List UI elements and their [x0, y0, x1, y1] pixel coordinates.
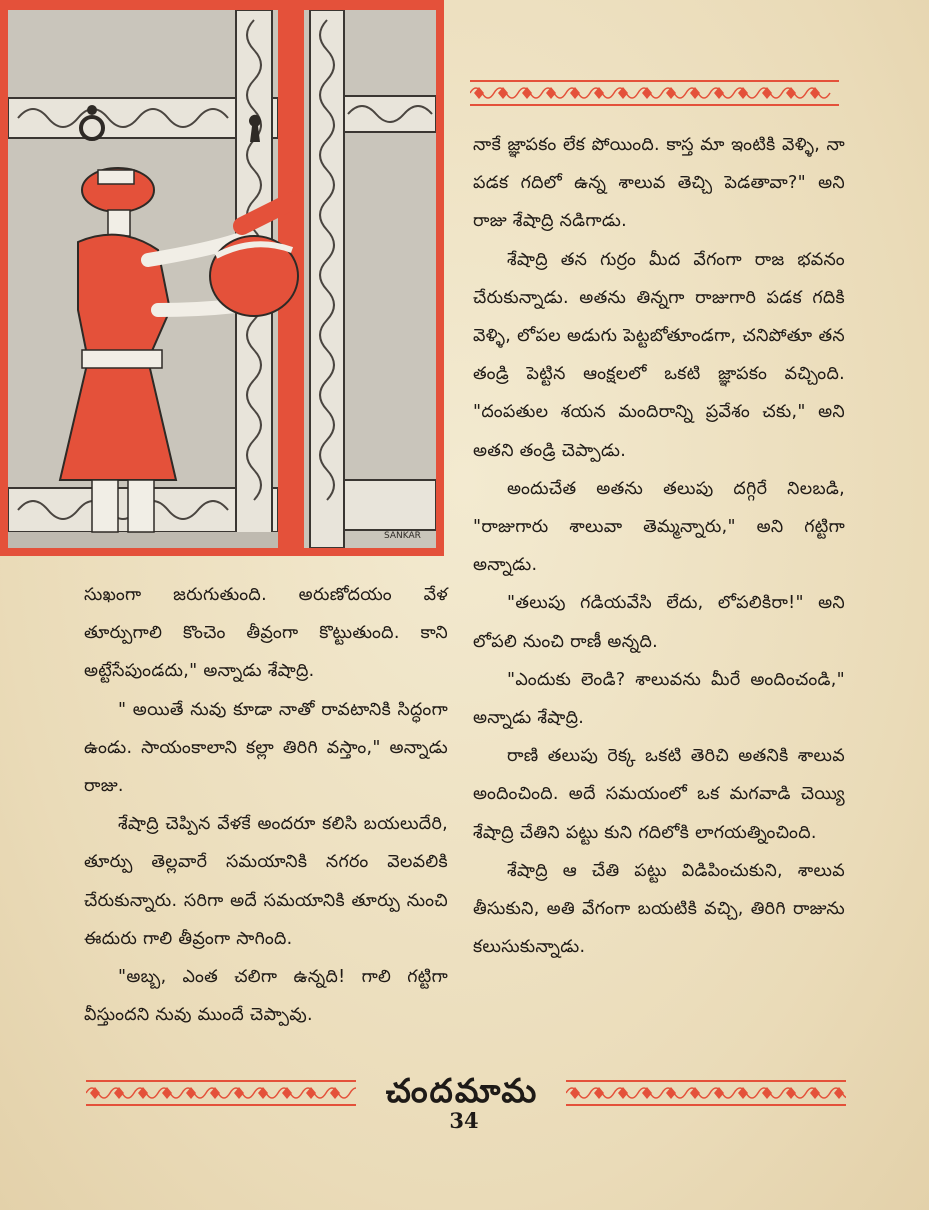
paragraph: "ఎందుకు లెండి? శాలువను మీరే అందించండి," అన్నాడు శేషాద్రి. [473, 669, 845, 729]
paragraph: సుఖంగా జరుగుతుంది. అరుణోదయం వేళ తూర్పుగాలి కొంచెం తీవ్రంగా కొట్టుతుంది. కాని అట్టేసేపుండదు," అన్నాడు శేషాద్రి. [84, 585, 448, 682]
footer-ornament-left [86, 1080, 356, 1106]
left-text-column [84, 576, 448, 1034]
page-number: 34 [449, 1108, 479, 1133]
paragraph: శేషాద్రి చెప్పిన వేళకే అందరూ కలిసి బయలుదేరి, తూర్పు తెల్లవారే సమయానికి నగరం వెలవలికి చేరుకున్నారు. సరిగా అదే సమయానికి తూర్పు నుంచి ఈదురు గాలి తీవ్రంగా సాగింది. [84, 814, 448, 949]
magazine-title: చందమామ [385, 1071, 539, 1110]
paragraph: నాకే జ్ఞాపకం లేక పోయింది. కాస్త మా ఇంటికి వెళ్ళి, నా పడక గదిలో ఉన్న శాలువ తెచ్చి పెడతావా?" అని రాజు శేషాద్రి నడిగాడు. [473, 135, 845, 232]
footer-ornament-right [566, 1080, 846, 1106]
paragraph: "అబ్బ, ఎంత చలిగా ఉన్నది! గాలి గట్టిగా వీస్తుందని నువు ముందే చెప్పావు. [84, 967, 448, 1026]
artist-signature: SANKAR [384, 531, 421, 541]
illustration-drawing [8, 10, 436, 548]
paragraph: రాణి తలుపు రెక్క ఒకటి తెరిచి అతనికి శాలువ అందించింది. అదే సమయంలో ఒక మగవాడి చెయ్యి శేషాద్రి చేతిని పట్టు కుని గదిలోకి లాగయత్నించింది. [473, 746, 845, 843]
paragraph: " అయితే నువు కూడా నాతో రావటానికి సిద్ధంగా ఉండు. సాయంకాలాని కల్లా తిరిగి వస్తాం," అన్నాడు రాజు. [84, 699, 448, 797]
paragraph: శేషాద్రి ఆ చేతి పట్టు విడిపించుకుని, శాలువ తీసుకుని, అతి వేగంగా బయటికి వచ్చి, తిరిగి రాజును కలుసుకున్నాడు. [473, 860, 845, 958]
story-illustration [0, 0, 444, 556]
paragraph: "తలుపు గడియవేసి లేదు, లోపలికిరా!" అని లోపలి నుంచి రాణీ అన్నది. [473, 593, 845, 652]
paragraph: అందుచేత అతను తలుపు దగ్గిరే నిలబడి, "రాజుగారు శాలువా తెమ్మన్నారు," అని గట్టిగా అన్నాడు. [473, 478, 845, 576]
top-ornament-strip [470, 80, 839, 106]
paragraph: శేషాద్రి తన గుర్రం మీద వేగంగా రాజ భవనం చేరుకున్నాడు. అతను తిన్నగా రాజుగారి పడక గదికి వెళ్ళి, లోపల అడుగు పెట్టబోతూండగా, చనిపోతూ తన తండ్రి పెట్టిన ఆంక్షలలో ఒకటి జ్ఞాపకం వచ్చింది. "దంపతుల శయన మందిరాన్ని ప్రవేశం చకు," అని అతని తండ్రి చెప్పాడు. [473, 249, 845, 461]
right-text-column [473, 126, 845, 966]
